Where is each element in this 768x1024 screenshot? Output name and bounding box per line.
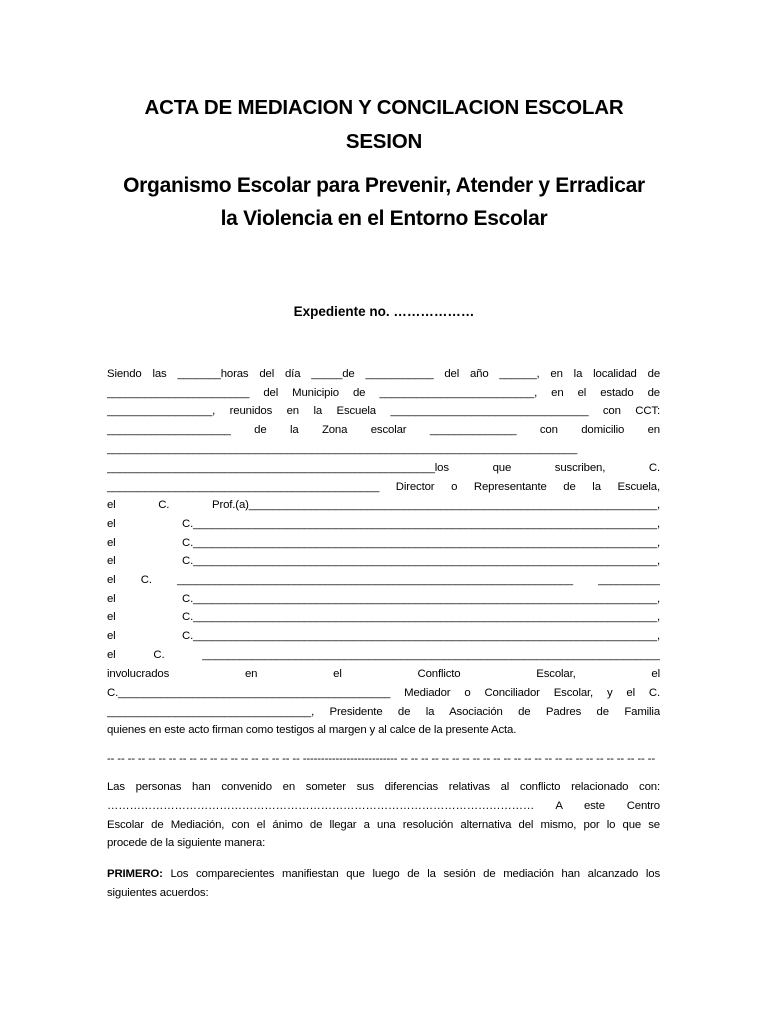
- document-subtitle-line-2: la Violencia en el Entorno Escolar: [220, 207, 548, 230]
- agreement-line: Escolar de Mediación, con el ánimo de llegar a una resolución alternativa del mismo, por lo que se: [107, 819, 660, 831]
- separator-line: -- -- -- -- -- -- -- -- -- -- -- -- -- -- -- -- -- -- -- -------------------------- -- -- -- -- -- -- -- -- -- -- -- -- -- -- -- -- -- -- -- -- -- -- -- -- --: [107, 753, 655, 765]
- body-line: _________________, reunidos en la Escuela ________________________________ con CCT:: [107, 405, 660, 417]
- mediator-line: C.____________________________________________ Mediador o Conciliador Escolar, y el C.: [107, 687, 660, 699]
- participant-line: el C. Prof.(a)__________________________________________________________________,: [107, 499, 660, 511]
- expediente-number: Expediente no. ………………: [293, 304, 475, 319]
- document-subtitle-line-1: Organismo Escolar para Prevenir, Atender y Erradicar: [123, 174, 645, 197]
- document-title-line-2: SESION: [345, 130, 423, 153]
- body-line: involucrados en el Conflicto Escolar, el: [107, 668, 660, 680]
- participant-line: el C.___________________________________________________________________________,: [107, 555, 660, 567]
- agreement-line: procede de la siguiente manera:: [107, 837, 266, 849]
- participant-line: el C.___________________________________________________________________________,: [107, 593, 660, 605]
- primero-label: PRIMERO:: [107, 868, 163, 880]
- participant-line: el C.___________________________________________________________________________,: [107, 611, 660, 623]
- agreement-line: …………………………………………………………………………………………………… A este Centro: [107, 800, 660, 812]
- body-line: ____________________________________________ Director o Representante de la Escuela,: [107, 481, 660, 493]
- participant-line: el C. __________________________________________________________________________: [107, 649, 660, 661]
- body-line: _______________________ del Municipio de _________________________, en el estado de: [107, 387, 660, 399]
- body-line: Siendo las _______horas del día _____de ___________ del año ______, en la localidad de: [107, 368, 660, 380]
- president-line: _________________________________, Presidente de la Asociación de Padres de Familia: [107, 706, 660, 718]
- primero-text: Los comparecientes manifiestan que luego de la sesión de mediación han alcanzado los: [170, 868, 660, 880]
- primero-paragraph-line-1: [107, 867, 660, 881]
- body-line: ____________________ de la Zona escolar ______________ con domicilio en: [107, 424, 660, 436]
- agreement-line: Las personas han convenido en someter sus diferencias relativas al conflicto relacionado con:: [107, 781, 660, 793]
- witness-line: quienes en este acto firman como testigos al margen y al calce de la presente Acta.: [107, 724, 517, 736]
- participant-line: el C. ________________________________________________________________ __________: [107, 574, 660, 586]
- primero-paragraph-line-2: siguientes acuerdos:: [107, 887, 209, 899]
- participant-line: el C.___________________________________________________________________________,: [107, 537, 660, 549]
- participant-line: el C.___________________________________________________________________________,: [107, 518, 660, 530]
- body-line: _____________________________________________________los que suscriben, C.: [107, 462, 660, 474]
- body-line: ____________________________________________________________________________: [107, 443, 578, 455]
- participant-line: el C.___________________________________________________________________________,: [107, 630, 660, 642]
- document-title-line-1: ACTA DE MEDIACION Y CONCILACION ESCOLAR: [144, 96, 624, 119]
